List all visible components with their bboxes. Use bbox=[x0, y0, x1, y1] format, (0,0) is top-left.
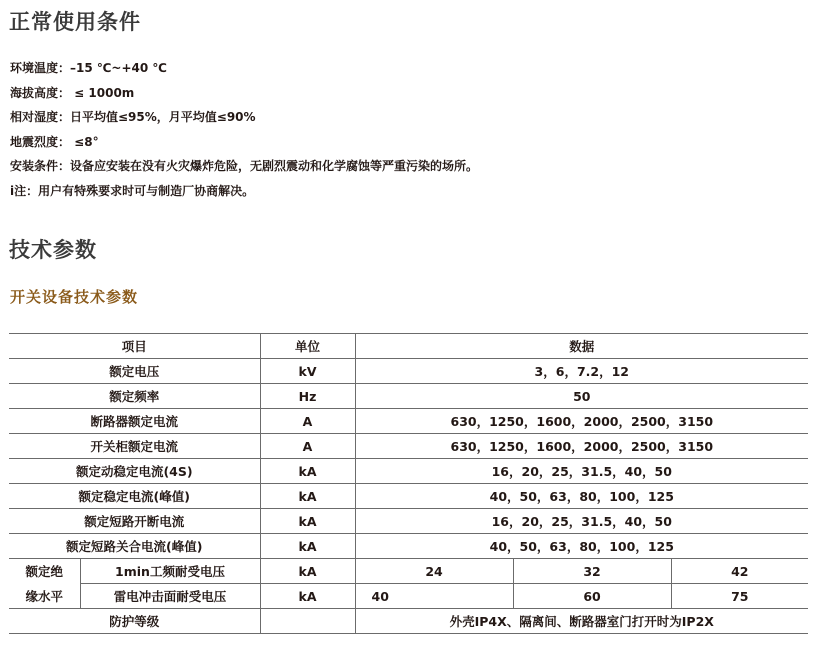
row-unit: Hz bbox=[260, 384, 355, 409]
row-unit: A bbox=[260, 409, 355, 434]
row-value-c: 75 bbox=[671, 584, 808, 609]
header-data: 数据 bbox=[355, 334, 808, 359]
row-data: 外壳IP4X、隔离间、断路器室门打开时为IP2X bbox=[355, 609, 808, 634]
row-data: 16，20，25，31.5，40，50 bbox=[355, 509, 808, 534]
table-row bbox=[9, 434, 808, 459]
table-row bbox=[9, 384, 808, 409]
section-title-normal-conditions: 正常使用条件 bbox=[9, 10, 141, 34]
section-subtitle-switchgear: 开关设备技术参数 bbox=[10, 288, 139, 306]
row-data: 630，1250，1600，2000，2500，3150 bbox=[355, 409, 808, 434]
row-item: 额定短路关合电流(峰值) bbox=[9, 534, 260, 559]
row-item: 雷电冲击面耐受电压 bbox=[80, 584, 260, 609]
row-data: 40，50，63，80，100，125 bbox=[355, 534, 808, 559]
row-item: 开关柜额定电流 bbox=[9, 434, 260, 459]
condition-installation: 安装条件：设备应安装在没有火灾爆炸危险，无剧烈震动和化学腐蚀等严重污染的场所。 bbox=[10, 159, 479, 174]
row-unit: A bbox=[260, 434, 355, 459]
insulation-group-label-top: 额定绝 bbox=[9, 559, 80, 584]
row-data: 630，1250，1600，2000，2500，3150 bbox=[355, 434, 808, 459]
row-item: 额定频率 bbox=[9, 384, 260, 409]
table-row-protection bbox=[9, 609, 808, 634]
row-item: 额定稳定电流(峰值) bbox=[9, 484, 260, 509]
row-unit: kA bbox=[260, 509, 355, 534]
row-unit: kA bbox=[260, 484, 355, 509]
row-value-24kv: 32 bbox=[513, 559, 671, 584]
row-value-b: 60 bbox=[513, 584, 671, 609]
condition-note: i注：用户有特殊要求时可与制造厂协商解决。 bbox=[10, 183, 255, 198]
condition-altitude: 海拔高度： ≤ 1000m bbox=[10, 85, 135, 100]
conditions-list bbox=[10, 56, 478, 204]
section-title-tech-params: 技术参数 bbox=[9, 238, 97, 262]
row-unit: kA bbox=[260, 459, 355, 484]
header-unit: 单位 bbox=[260, 334, 355, 359]
row-unit: kA bbox=[260, 584, 355, 609]
table-row bbox=[9, 409, 808, 434]
row-item: 额定动稳定电流(4S) bbox=[9, 459, 260, 484]
insulation-group-label-bottom: 缘水平 bbox=[9, 584, 80, 609]
row-data: 50 bbox=[355, 384, 808, 409]
table-row-insulation bbox=[9, 559, 808, 584]
row-value-a: 40 bbox=[355, 584, 513, 609]
row-item: 断路器额定电流 bbox=[9, 409, 260, 434]
table-row bbox=[9, 534, 808, 559]
row-item: 防护等级 bbox=[9, 609, 260, 634]
table-row bbox=[9, 459, 808, 484]
row-item: 额定短路开断电流 bbox=[9, 509, 260, 534]
row-item: 额定电压 bbox=[9, 359, 260, 384]
condition-humidity: 相对湿度：日平均值≤95%，月平均值≤90% bbox=[10, 110, 256, 125]
row-data: 3，6，7.2，12 bbox=[355, 359, 808, 384]
row-unit bbox=[260, 609, 355, 634]
condition-seismic: 地震烈度： ≤8° bbox=[10, 134, 99, 149]
row-value-12kv: 24 bbox=[355, 559, 513, 584]
table-row bbox=[9, 359, 808, 384]
table-row bbox=[9, 509, 808, 534]
tech-params-table bbox=[9, 333, 808, 634]
row-unit: kA bbox=[260, 559, 355, 584]
table-row-insulation bbox=[9, 584, 808, 609]
table-header-row bbox=[9, 334, 808, 359]
table-row bbox=[9, 484, 808, 509]
row-data: 16，20，25，31.5，40，50 bbox=[355, 459, 808, 484]
row-unit: kV bbox=[260, 359, 355, 384]
row-item: 1min工频耐受电压 bbox=[80, 559, 260, 584]
header-item: 项目 bbox=[9, 334, 260, 359]
row-data: 40，50，63，80，100，125 bbox=[355, 484, 808, 509]
row-value-42kv: 42 bbox=[671, 559, 808, 584]
condition-temperature: 环境温度：–15 ℃~+40 ℃ bbox=[10, 61, 167, 75]
row-unit: kA bbox=[260, 534, 355, 559]
